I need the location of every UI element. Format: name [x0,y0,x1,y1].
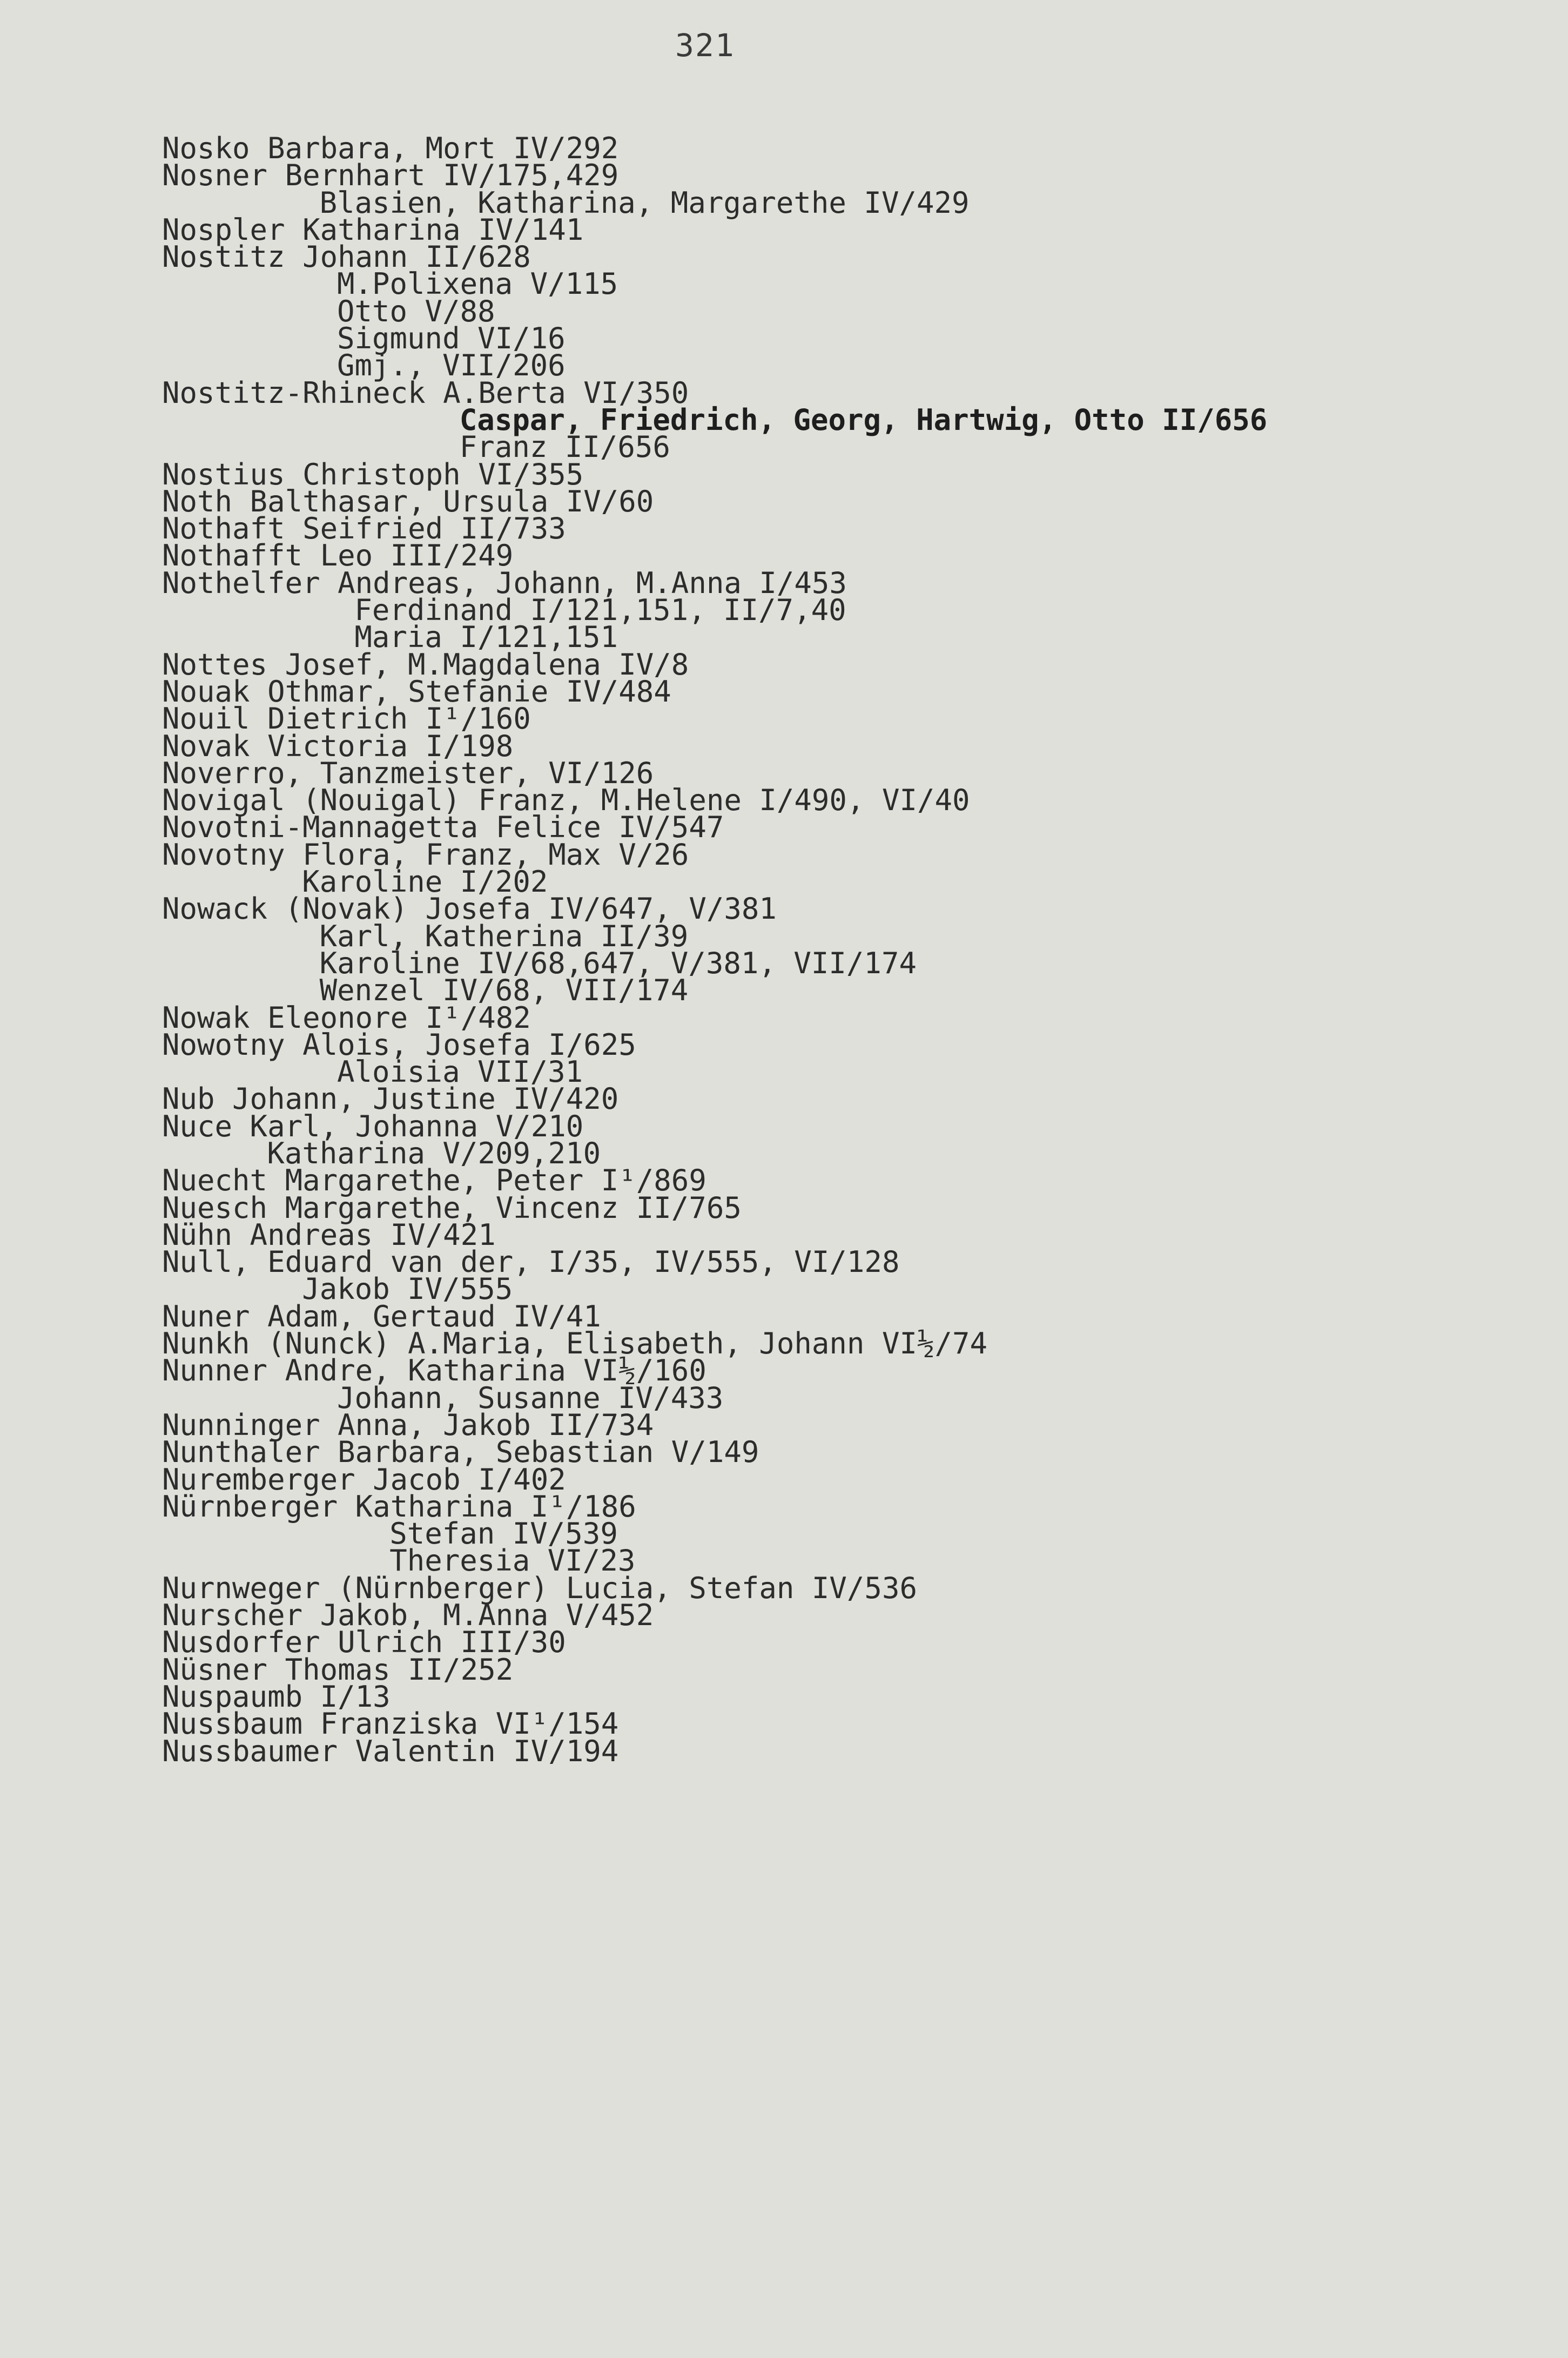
index-subentry: Franz II/656 [459,430,670,464]
index-subentry: Karl, Katherina II/39 [319,919,689,953]
index-entry: Nosner Bernhart IV/175,429 [162,158,619,193]
index-subentry: Gmj., VII/206 [337,348,566,383]
index-subentry: Maria I/121,151 [354,620,618,655]
index-subentry: Ferdinand I/121,151, II/7,40 [354,593,846,628]
index-entry: Nuremberger Jacob I/402 [162,1462,566,1497]
index-entry: Nostius Christoph VI/355 [162,457,584,491]
index-entry: Noth Balthasar, Ursula IV/60 [162,484,654,518]
index-entry: Novotni-Mannagetta Felice IV/547 [162,810,724,845]
index-entry: Nowotny Alois, Josefa I/625 [162,1027,636,1062]
index-subentry: Aloisia VII/31 [337,1055,583,1089]
index-entry: Nowak Eleonore I¹/482 [162,1000,531,1035]
index-entry: Nussbaumer Valentin IV/194 [162,1734,619,1768]
index-subentry: Stefan IV/539 [389,1517,618,1551]
index-entry: Novigal (Nouigal) Franz, M.Helene I/490, VI/40 [162,783,970,818]
index-entry: Nunthaler Barbara, Sebastian V/149 [162,1435,759,1470]
index-entry: Nub Johann, Justine IV/420 [162,1082,619,1116]
index-entry: Nostitz-Rhineck A.Berta VI/350 [162,375,689,410]
index-entry: Nürnberger Katharina I¹/186 [162,1489,636,1524]
index-entry: Nothelfer Andreas, Johann, M.Anna I/453 [162,565,847,600]
index-subentry: M.Polixena V/115 [337,267,618,301]
index-subentry: Theresia VI/23 [389,1544,636,1578]
index-entry: Nothafft Leo III/249 [162,538,514,573]
index-entry: Nüsner Thomas II/252 [162,1652,514,1687]
index-entry: Nottes Josef, M.Magdalena IV/8 [162,647,689,682]
index-entry: Nuner Adam, Gertaud IV/41 [162,1299,601,1333]
index-entry: Nostitz Johann II/628 [162,240,531,274]
index-subentry: Karoline IV/68,647, V/381, VII/174 [319,946,917,980]
index-subentry: Katharina V/209,210 [267,1136,601,1170]
index-subentry: Johann, Susanne IV/433 [337,1380,724,1415]
index-entry: Nosko Barbara, Mort IV/292 [162,131,619,165]
index-entry: Nowack (Novak) Josefa IV/647, V/381 [162,892,777,926]
index-entry: Nurscher Jakob, M.Anna V/452 [162,1598,654,1633]
index-entry: Nuesch Margarethe, Vincenz II/765 [162,1190,742,1225]
index-entry: Nouak Othmar, Stefanie IV/484 [162,674,671,709]
index-subentry: Otto V/88 [337,294,495,328]
index-entry: Nuspaumb I/13 [162,1679,391,1714]
index-entry: Noverro, Tanzmeister, VI/126 [162,756,654,790]
index-entry: Nospler Katharina IV/141 [162,212,584,247]
index-entry: Nunninger Anna, Jakob II/734 [162,1407,654,1442]
index-entry: Novak Victoria I/198 [162,729,514,763]
index-entry: Nunkh (Nunck) A.Maria, Elisabeth, Johann VI½/74 [162,1326,988,1361]
index-subentry: Jakob IV/555 [302,1272,513,1306]
index-entry: Nouil Dietrich I¹/160 [162,702,531,736]
index-entry: Nothaft Seifried II/733 [162,511,566,546]
index-subentry: Wenzel IV/68, VII/174 [319,973,689,1008]
index-entry: Novotny Flora, Franz, Max V/26 [162,837,689,872]
index-subentry: Karoline I/202 [302,865,548,899]
page-number: 321 [675,27,735,64]
index-entry: Nuecht Margarethe, Peter I¹/869 [162,1163,706,1198]
index-entry: Nunner Andre, Katharina VI½/160 [162,1353,706,1388]
index-subentry: Sigmund VI/16 [337,321,566,356]
index-entry-list [162,131,1545,1768]
index-entry: Nuce Karl, Johanna V/210 [162,1109,584,1143]
index-entry: Nurnweger (Nürnberger) Lucia, Stefan IV/536 [162,1571,917,1605]
index-entry: Nussbaum Franziska VI¹/154 [162,1707,619,1741]
index-entry: Nusdorfer Ulrich III/30 [162,1625,566,1660]
index-subentry: Caspar, Friedrich, Georg, Hartwig, Otto II/656 [459,402,1268,437]
index-entry: Nühn Andreas IV/421 [162,1217,496,1252]
index-subentry: Blasien, Katharina, Margarethe IV/429 [319,185,970,220]
index-entry: Null, Eduard van der, I/35, IV/555, VI/128 [162,1245,900,1279]
